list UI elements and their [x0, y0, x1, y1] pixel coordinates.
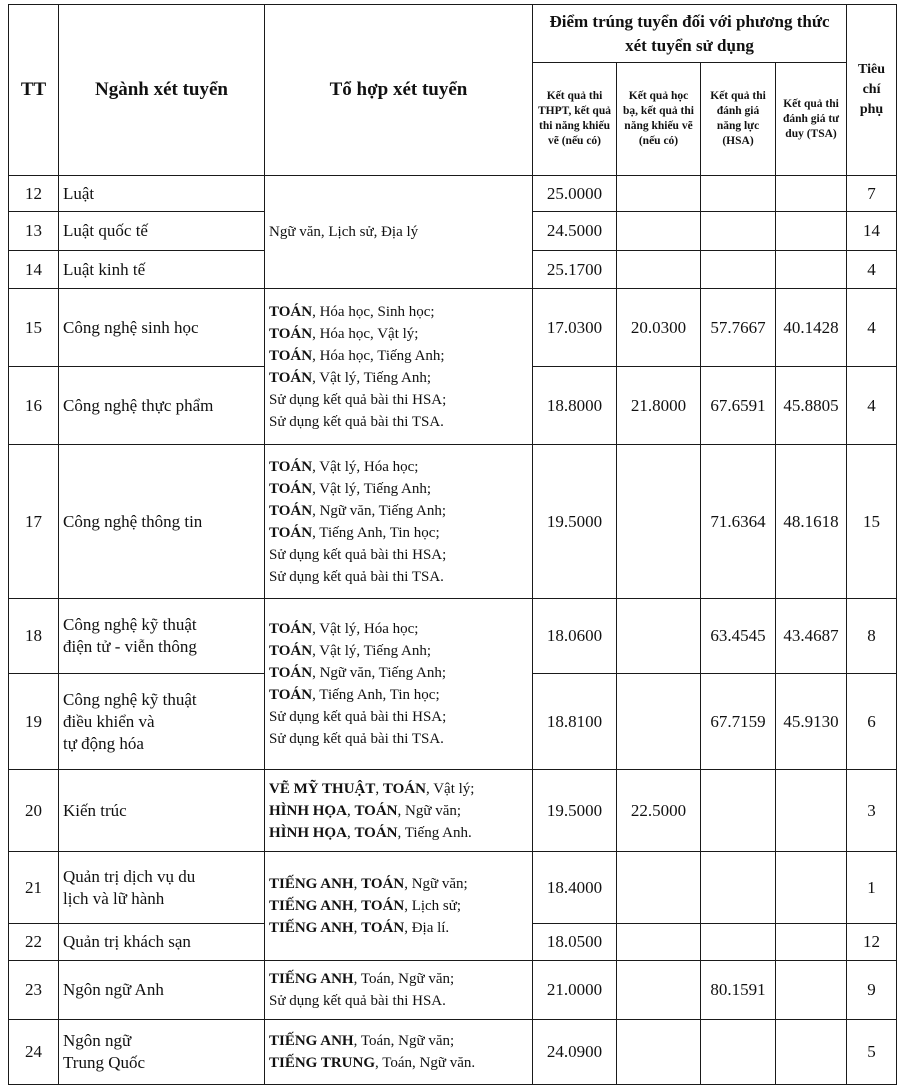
row-major: Luật: [59, 176, 265, 212]
score-hsa: 80.1591: [701, 961, 776, 1020]
score-hocba: [617, 176, 701, 212]
score-hsa: 57.7667: [701, 289, 776, 367]
row-tt: 14: [9, 251, 59, 289]
combo-subject-required: TOÁN: [269, 480, 313, 497]
row-major: [59, 1020, 265, 1085]
combo-subject-required: TOÁN: [354, 824, 398, 841]
row-tt: 21: [9, 852, 59, 924]
score-hocba: [617, 852, 701, 924]
combo-line: [269, 221, 528, 243]
combo-subject-required: TIẾNG TRUNG: [269, 1055, 375, 1071]
combo-line: [269, 968, 528, 990]
combo-subject-required: TOÁN: [269, 687, 313, 703]
combo-subject-required: TIẾNG ANH: [269, 920, 354, 936]
combo-cell: [265, 176, 533, 289]
major-name-line: điều khiển và: [63, 711, 155, 731]
row-major: [59, 599, 265, 674]
combo-line: [269, 662, 528, 684]
combo-subject-required: TOÁN: [269, 369, 313, 386]
combo-text: , Hóa học, Sinh học;: [312, 303, 435, 320]
score-hocba: [617, 961, 701, 1020]
combo-subject-required: TOÁN: [269, 347, 313, 364]
header-aux-criteria: Tiêu chí phụ: [847, 5, 897, 176]
row-tt: 17: [9, 445, 59, 599]
score-tsa: [776, 852, 847, 924]
table-row: [9, 770, 897, 852]
row-tt: 13: [9, 212, 59, 251]
header-score-group: Điểm trúng tuyển đối với phương thức xét tuyển sử dụng: [533, 5, 847, 63]
combo-cell: [265, 289, 533, 445]
score-thpt: 19.5000: [533, 770, 617, 852]
combo-line: [269, 990, 528, 1012]
row-tt: 15: [9, 289, 59, 367]
combo-text: , Vật lý, Hóa học;: [312, 621, 419, 637]
table-row: [9, 852, 897, 924]
combo-text: Ngữ văn, Lịch sử, Địa lý: [269, 224, 419, 240]
row-major: [59, 852, 265, 924]
row-major: Quản trị khách sạn: [59, 924, 265, 961]
combo-text: , Tiếng Anh, Tin học;: [312, 687, 440, 703]
combo-subject-required: VẼ MỸ THUẬT: [269, 780, 376, 797]
score-hsa: [701, 251, 776, 289]
score-tsa: [776, 961, 847, 1020]
score-thpt: 18.8000: [533, 367, 617, 445]
header-thpt: Kết quả thi THPT, kết quả thi năng khiếu vẽ (nếu có): [533, 63, 617, 176]
combo-line: [269, 367, 528, 389]
row-major: Ngôn ngữ Anh: [59, 961, 265, 1020]
header-combination: Tổ hợp xét tuyển: [265, 5, 533, 176]
combo-line: [269, 345, 528, 367]
combo-text: , Tiếng Anh.: [397, 824, 472, 841]
table-row: [9, 961, 897, 1020]
aux-criteria: 15: [847, 445, 897, 599]
combo-text: , Vật lý, Tiếng Anh;: [312, 480, 431, 497]
table-row: [9, 289, 897, 367]
score-thpt: 18.0600: [533, 599, 617, 674]
combo-subject-required: HÌNH HỌA: [269, 802, 347, 819]
major-name-line: Công nghệ kỹ thuật: [63, 689, 197, 709]
combo-line: [269, 822, 528, 844]
combo-text: , Vật lý, Hóa học;: [312, 458, 419, 475]
score-tsa: [776, 770, 847, 852]
combo-line: [269, 800, 528, 822]
admission-scores-table: [8, 4, 897, 1085]
aux-criteria: 1: [847, 852, 897, 924]
score-hocba: [617, 674, 701, 770]
header-tsa: Kết quả thi đánh giá tư duy (TSA): [776, 63, 847, 176]
row-major: Kiến trúc: [59, 770, 265, 852]
score-hsa: [701, 1020, 776, 1085]
combo-line: [269, 917, 528, 939]
score-hocba: [617, 212, 701, 251]
score-hsa: [701, 212, 776, 251]
major-name-line: Quản trị dịch vụ du: [63, 866, 196, 886]
header-tt: TT: [9, 5, 59, 176]
score-tsa: 43.4687: [776, 599, 847, 674]
combo-text: ,: [346, 824, 355, 841]
row-tt: 24: [9, 1020, 59, 1085]
major-name-line: điện tử - viễn thông: [63, 637, 197, 656]
score-thpt: 25.1700: [533, 251, 617, 289]
score-thpt: 18.0500: [533, 924, 617, 961]
aux-criteria: 3: [847, 770, 897, 852]
score-thpt: 24.0900: [533, 1020, 617, 1085]
combo-text: , Ngữ văn;: [404, 876, 468, 892]
combo-line: [269, 895, 528, 917]
combo-subject-required: TOÁN: [269, 621, 313, 637]
combo-text: Sử dụng kết quả bài thi HSA;: [269, 709, 447, 725]
combo-text: , Tiếng Anh, Tin học;: [312, 524, 440, 541]
score-hsa: [701, 852, 776, 924]
aux-criteria: 5: [847, 1020, 897, 1085]
major-name-line: tự động hóa: [63, 733, 144, 753]
combo-text: , Vật lý;: [425, 780, 475, 797]
combo-text: , Lịch sử;: [404, 898, 462, 914]
combo-text: Sử dụng kết quả bài thi TSA.: [269, 731, 444, 747]
combo-subject-required: TIẾNG ANH: [269, 971, 354, 987]
combo-text: , Ngữ văn, Tiếng Anh;: [312, 502, 447, 519]
combo-text: ,: [346, 802, 355, 819]
score-hsa: 67.6591: [701, 367, 776, 445]
combo-line: [269, 566, 528, 588]
score-hsa: 67.7159: [701, 674, 776, 770]
score-tsa: 48.1618: [776, 445, 847, 599]
score-hocba: 21.8000: [617, 367, 701, 445]
row-major: Luật quốc tế: [59, 212, 265, 251]
combo-cell: [265, 1020, 533, 1085]
major-name-line: Trung Quốc: [63, 1053, 146, 1072]
score-hocba: [617, 445, 701, 599]
row-major: Luật kinh tế: [59, 251, 265, 289]
score-hsa: 63.4545: [701, 599, 776, 674]
combo-text: Sử dụng kết quả bài thi TSA.: [269, 413, 444, 430]
score-thpt: 18.4000: [533, 852, 617, 924]
row-tt: 19: [9, 674, 59, 770]
combo-subject-required: TOÁN: [269, 502, 313, 519]
combo-cell: [265, 445, 533, 599]
score-tsa: [776, 1020, 847, 1085]
score-thpt: 24.5000: [533, 212, 617, 251]
row-major: Công nghệ sinh học: [59, 289, 265, 367]
table-row: [9, 1020, 897, 1085]
major-name-line: Công nghệ kỹ thuật: [63, 615, 197, 634]
combo-line: [269, 706, 528, 728]
combo-text: , Hóa học, Tiếng Anh;: [312, 347, 445, 364]
score-thpt: 19.5000: [533, 445, 617, 599]
score-tsa: [776, 251, 847, 289]
aux-criteria: 4: [847, 289, 897, 367]
row-major: Công nghệ thông tin: [59, 445, 265, 599]
combo-line: [269, 728, 528, 750]
aux-criteria: 8: [847, 599, 897, 674]
score-hocba: [617, 599, 701, 674]
row-tt: 20: [9, 770, 59, 852]
combo-text: Sử dụng kết quả bài thi HSA;: [269, 546, 447, 563]
combo-subject-required: TIẾNG ANH: [269, 1033, 354, 1049]
combo-line: [269, 684, 528, 706]
combo-text: ,: [353, 898, 362, 914]
combo-line: [269, 478, 528, 500]
combo-line: [269, 323, 528, 345]
combo-subject-required: HÌNH HỌA: [269, 824, 347, 841]
score-hocba: 22.5000: [617, 770, 701, 852]
aux-criteria: 12: [847, 924, 897, 961]
header-hocba: Kết quả học bạ, kết quả thi năng khiếu vẽ (nếu có): [617, 63, 701, 176]
combo-subject-required: TOÁN: [361, 920, 405, 936]
combo-line: [269, 618, 528, 640]
combo-text: Sử dụng kết quả bài thi HSA.: [269, 993, 446, 1009]
combo-line: [269, 778, 528, 800]
combo-line: [269, 640, 528, 662]
major-name-line: lịch và lữ hành: [63, 888, 165, 908]
aux-criteria: 4: [847, 367, 897, 445]
score-tsa: [776, 924, 847, 961]
combo-line: [269, 522, 528, 544]
score-hocba: 20.0300: [617, 289, 701, 367]
combo-text: , Ngữ văn;: [397, 802, 462, 819]
score-tsa: [776, 176, 847, 212]
table-row: [9, 445, 897, 599]
combo-subject-required: TOÁN: [269, 303, 313, 320]
combo-subject-required: TOÁN: [361, 898, 405, 914]
score-tsa: 45.9130: [776, 674, 847, 770]
combo-subject-required: TOÁN: [269, 524, 313, 541]
score-hocba: [617, 251, 701, 289]
combo-subject-required: TOÁN: [269, 665, 313, 681]
combo-text: Sử dụng kết quả bài thi HSA;: [269, 391, 447, 408]
score-tsa: 40.1428: [776, 289, 847, 367]
score-hsa: [701, 770, 776, 852]
row-tt: 23: [9, 961, 59, 1020]
score-tsa: 45.8805: [776, 367, 847, 445]
combo-text: ,: [353, 876, 362, 892]
score-hsa: [701, 924, 776, 961]
aux-criteria: 6: [847, 674, 897, 770]
combo-text: ,: [375, 780, 383, 797]
combo-subject-required: TOÁN: [269, 458, 313, 475]
aux-criteria: 14: [847, 212, 897, 251]
combo-subject-required: TOÁN: [269, 643, 313, 659]
row-major: Công nghệ thực phẩm: [59, 367, 265, 445]
aux-criteria: 7: [847, 176, 897, 212]
row-tt: 18: [9, 599, 59, 674]
combo-text: , Toán, Ngữ văn;: [353, 971, 455, 987]
score-hsa: [701, 176, 776, 212]
combo-text: , Toán, Ngữ văn;: [353, 1033, 455, 1049]
combo-cell: [265, 852, 533, 961]
row-tt: 16: [9, 367, 59, 445]
score-tsa: [776, 212, 847, 251]
combo-text: , Địa lí.: [404, 920, 450, 936]
combo-subject-required: TOÁN: [269, 325, 313, 342]
row-tt: 12: [9, 176, 59, 212]
score-hsa: 71.6364: [701, 445, 776, 599]
combo-text: , Vật lý, Tiếng Anh;: [312, 369, 431, 386]
score-thpt: 18.8100: [533, 674, 617, 770]
combo-text: , Vật lý, Tiếng Anh;: [312, 643, 431, 659]
combo-text: , Ngữ văn, Tiếng Anh;: [312, 665, 447, 681]
combo-line: [269, 456, 528, 478]
combo-line: [269, 544, 528, 566]
table-row: [9, 599, 897, 674]
combo-line: [269, 1052, 528, 1074]
score-hocba: [617, 924, 701, 961]
combo-cell: [265, 770, 533, 852]
combo-subject-required: TOÁN: [361, 876, 405, 892]
combo-line: [269, 873, 528, 895]
header-hsa: Kết quả thi đánh giá năng lực (HSA): [701, 63, 776, 176]
combo-line: [269, 411, 528, 433]
score-hocba: [617, 1020, 701, 1085]
row-major: [59, 674, 265, 770]
row-tt: 22: [9, 924, 59, 961]
combo-subject-required: TOÁN: [382, 780, 426, 797]
combo-subject-required: TIẾNG ANH: [269, 898, 354, 914]
header-major: Ngành xét tuyển: [59, 5, 265, 176]
combo-line: [269, 389, 528, 411]
combo-text: , Toán, Ngữ văn.: [375, 1055, 476, 1071]
combo-subject-required: TOÁN: [354, 802, 398, 819]
table-row: [9, 176, 897, 212]
score-thpt: 25.0000: [533, 176, 617, 212]
major-name-line: Ngôn ngữ: [63, 1031, 132, 1050]
score-thpt: 21.0000: [533, 961, 617, 1020]
combo-line: [269, 301, 528, 323]
combo-line: [269, 500, 528, 522]
combo-cell: [265, 961, 533, 1020]
combo-subject-required: TIẾNG ANH: [269, 876, 354, 892]
combo-text: ,: [353, 920, 362, 936]
combo-line: [269, 1030, 528, 1052]
aux-criteria: 9: [847, 961, 897, 1020]
score-thpt: 17.0300: [533, 289, 617, 367]
aux-criteria: 4: [847, 251, 897, 289]
combo-cell: [265, 599, 533, 770]
combo-text: , Hóa học, Vật lý;: [312, 325, 419, 342]
combo-text: Sử dụng kết quả bài thi TSA.: [269, 568, 444, 585]
